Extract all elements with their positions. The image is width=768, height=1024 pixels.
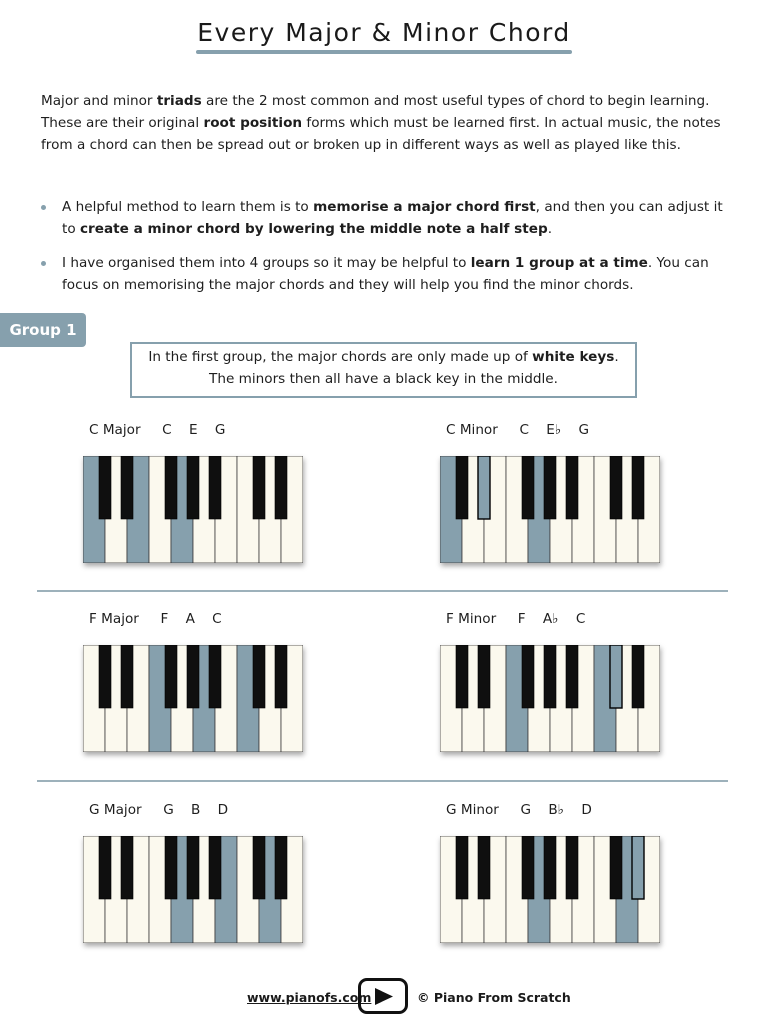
tip-bold: create a minor chord by lowering the middle note a half step bbox=[79, 221, 548, 237]
chord-name: G Minor bbox=[446, 802, 499, 818]
black-key-f-sharp bbox=[165, 836, 177, 899]
keyboard-f-major bbox=[83, 645, 303, 752]
keyboard-c-major bbox=[83, 456, 303, 563]
tip-item bbox=[41, 252, 731, 296]
black-key-f-sharp bbox=[522, 456, 534, 519]
tips-list bbox=[41, 196, 731, 308]
black-key-c-sharp-highlighted bbox=[610, 645, 622, 708]
chord-notes: F A♭ C bbox=[517, 611, 586, 627]
black-key-g-sharp bbox=[544, 836, 556, 899]
intro-bold: root position bbox=[203, 115, 303, 131]
black-key-d-sharp bbox=[632, 645, 644, 708]
black-key-c-sharp bbox=[99, 456, 111, 519]
tip-text: I have organised them into 4 groups so it may be helpful to bbox=[62, 255, 471, 271]
note-text: . bbox=[614, 349, 619, 365]
play-triangle-icon bbox=[375, 988, 393, 1005]
tip-bold: learn 1 group at a time bbox=[470, 255, 648, 271]
page-title: Every Major & Minor Chord bbox=[197, 18, 571, 47]
black-key-d-sharp bbox=[275, 456, 287, 519]
black-key-f-sharp bbox=[165, 456, 177, 519]
tip-item bbox=[41, 196, 731, 240]
black-key-g-sharp bbox=[544, 456, 556, 519]
note-text: The minors then all have a black key in the middle. bbox=[209, 371, 558, 387]
section-divider bbox=[37, 780, 728, 782]
black-key-g-sharp bbox=[544, 645, 556, 708]
black-key-f-sharp bbox=[522, 836, 534, 899]
tip-bold: memorise a major chord first bbox=[313, 199, 536, 215]
copyright-text: © Piano From Scratch bbox=[417, 990, 571, 1005]
black-key-d-sharp bbox=[121, 836, 133, 899]
black-key-c-sharp bbox=[610, 836, 622, 899]
black-key-d-sharp bbox=[478, 645, 490, 708]
chord-name: G Major bbox=[89, 802, 142, 818]
black-key-c-sharp bbox=[253, 456, 265, 519]
note-text: In the first group, the major chords are only made up of bbox=[148, 349, 533, 365]
piano-keyboard bbox=[83, 456, 303, 563]
chord-label-c-major bbox=[89, 422, 225, 438]
title-underline bbox=[196, 50, 572, 54]
black-key-c-sharp bbox=[610, 456, 622, 519]
black-key-a-sharp bbox=[566, 836, 578, 899]
black-key-c-sharp bbox=[456, 836, 468, 899]
section-divider bbox=[37, 590, 728, 592]
chord-label-f-minor bbox=[446, 611, 585, 627]
piano-keyboard bbox=[83, 836, 303, 943]
black-key-d-sharp bbox=[275, 836, 287, 899]
black-key-a-sharp bbox=[209, 645, 221, 708]
chord-label-f-major bbox=[89, 611, 222, 627]
black-key-c-sharp bbox=[456, 645, 468, 708]
chord-label-g-minor bbox=[446, 802, 592, 818]
black-key-c-sharp bbox=[99, 645, 111, 708]
chord-label-c-minor bbox=[446, 422, 589, 438]
chord-name: F Minor bbox=[446, 611, 497, 627]
black-key-d-sharp-highlighted bbox=[632, 836, 644, 899]
play-icon[interactable] bbox=[358, 978, 408, 1014]
black-key-d-sharp bbox=[121, 456, 133, 519]
black-key-a-sharp bbox=[209, 456, 221, 519]
black-key-c-sharp bbox=[456, 456, 468, 519]
intro-paragraph bbox=[41, 90, 731, 156]
group-note-box bbox=[130, 342, 637, 398]
black-key-d-sharp-highlighted bbox=[478, 456, 490, 519]
keyboard-g-major bbox=[83, 836, 303, 943]
intro-text: forms which must be learned first. In actual music, the notes from a chord can then be spread out or broken up in different ways as well as played like this. bbox=[41, 115, 721, 153]
chord-notes: G B D bbox=[163, 802, 229, 818]
tip-text: . bbox=[547, 221, 553, 237]
note-bold: white keys bbox=[532, 349, 615, 365]
black-key-f-sharp bbox=[165, 645, 177, 708]
chord-name: C Minor bbox=[446, 422, 498, 438]
black-key-g-sharp bbox=[187, 836, 199, 899]
chord-notes: C E♭ G bbox=[519, 422, 590, 438]
tip-text: A helpful method to learn them is to bbox=[62, 199, 314, 215]
black-key-d-sharp bbox=[275, 645, 287, 708]
website-link[interactable]: www.pianofs.com bbox=[247, 990, 372, 1005]
black-key-c-sharp bbox=[253, 645, 265, 708]
chord-name: F Major bbox=[89, 611, 139, 627]
black-key-g-sharp bbox=[187, 645, 199, 708]
piano-keyboard bbox=[440, 645, 660, 752]
black-key-a-sharp bbox=[566, 645, 578, 708]
chord-notes: F A C bbox=[160, 611, 222, 627]
group-label: Group 1 bbox=[0, 313, 86, 347]
piano-keyboard bbox=[440, 836, 660, 943]
tip-text: , and then you can adjust it to bbox=[62, 199, 723, 237]
chord-notes: C E G bbox=[162, 422, 226, 438]
chord-name: C Major bbox=[89, 422, 141, 438]
black-key-c-sharp bbox=[99, 836, 111, 899]
bullet-icon bbox=[41, 261, 46, 266]
black-key-d-sharp bbox=[632, 456, 644, 519]
intro-bold: triads bbox=[156, 93, 202, 109]
bullet-icon bbox=[41, 205, 46, 210]
intro-text: Major and minor bbox=[41, 93, 157, 109]
keyboard-g-minor bbox=[440, 836, 660, 943]
piano-keyboard bbox=[440, 456, 660, 563]
black-key-a-sharp bbox=[566, 456, 578, 519]
piano-keyboard bbox=[83, 645, 303, 752]
keyboard-c-minor bbox=[440, 456, 660, 563]
chord-notes: G B♭ D bbox=[520, 802, 592, 818]
black-key-f-sharp bbox=[522, 645, 534, 708]
tip-text: . You can focus on memorising the major chords and they will help you find the minor chords. bbox=[62, 255, 709, 293]
black-key-a-sharp bbox=[209, 836, 221, 899]
black-key-d-sharp bbox=[478, 836, 490, 899]
keyboard-f-minor bbox=[440, 645, 660, 752]
intro-text: are the 2 most common and most useful types of chord to begin learning. These are their original bbox=[41, 93, 710, 131]
black-key-g-sharp bbox=[187, 456, 199, 519]
black-key-c-sharp bbox=[253, 836, 265, 899]
chord-label-g-major bbox=[89, 802, 228, 818]
black-key-d-sharp bbox=[121, 645, 133, 708]
